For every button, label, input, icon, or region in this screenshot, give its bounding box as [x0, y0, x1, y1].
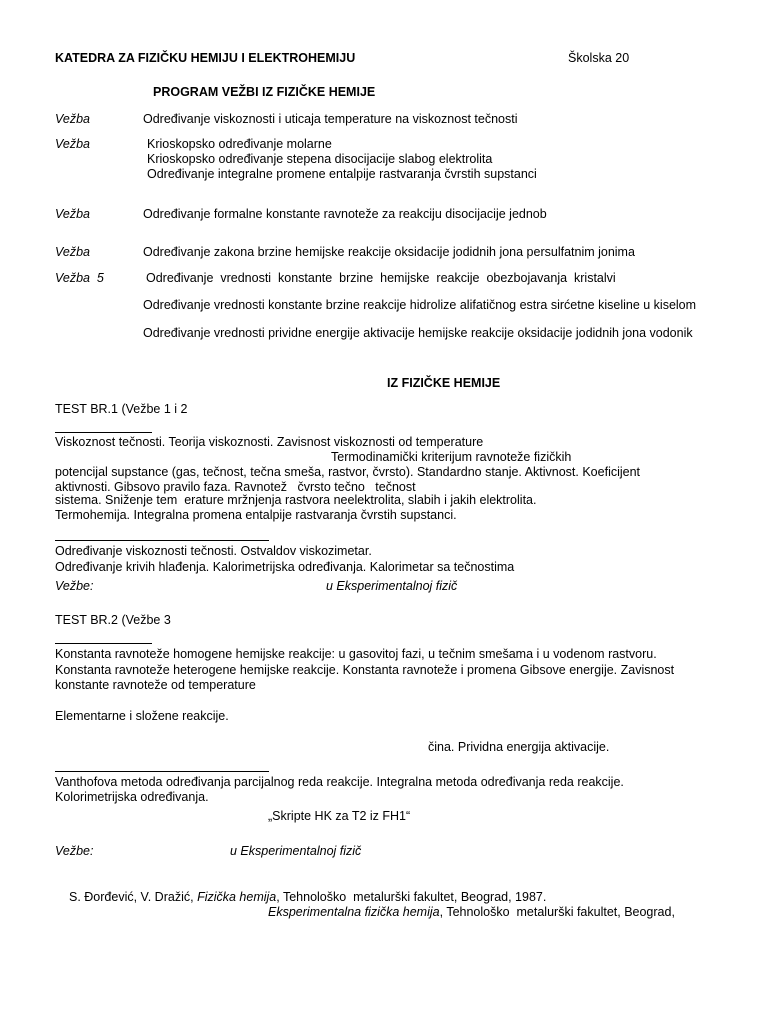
- exercise-label: Vežba: [55, 207, 90, 221]
- divider: [55, 643, 152, 644]
- test2-topic-line: Konstanta ravnoteže heterogene hemijske reakcije. Konstanta ravnoteže i promena Gibsove energije. Zavisnost: [55, 663, 675, 677]
- test1-topic-line: Viskoznost tečnosti. Teorija viskoznosti. Zavisnost viskoznosti od temperature: [55, 435, 484, 449]
- school-year: Školska 20: [568, 51, 630, 65]
- exercise-description: Određivanje integralne promene entalpije rastvaranja čvrstih supstanci: [147, 167, 537, 181]
- exercise-description-group: [147, 137, 537, 182]
- divider: [55, 432, 152, 433]
- test2-vezbe-label: Vežbe:: [55, 844, 94, 858]
- program-title: PROGRAM VEŽBI IZ FIZIČKE HEMIJE: [153, 85, 376, 99]
- reference-publisher: , Tehnološko metalurški fakultet, Beograd, 1987.: [276, 890, 547, 904]
- section-title: IZ FIZIČKE HEMIJE: [387, 376, 501, 390]
- test1-topic-line: Termodinamički kriterijum ravnoteže fizičkih: [331, 450, 572, 464]
- reference-title: Eksperimentalna fizička hemija: [268, 905, 440, 919]
- divider: [55, 771, 269, 772]
- test1-topic-line: sistema. Sniženje tem erature mržnjenja rastvora neelektrolita, slabih i jakih elektrolita.: [55, 493, 537, 507]
- test1-vezbe-label: Vežbe:: [55, 579, 94, 593]
- exercise-description: Određivanje viskoznosti i uticaja temperature na viskoznost tečnosti: [143, 112, 518, 126]
- test2-topic-line: konstante ravnoteže od temperature: [55, 678, 256, 692]
- test2-vezbe-reference: u Eksperimentalnoj fizič: [230, 844, 362, 858]
- test2-topic-line: čina. Prividna energija aktivacije.: [428, 740, 610, 754]
- exercise-description: Određivanje formalne konstante ravnoteže za reakciju disocijacije jednob: [143, 207, 547, 221]
- exercise-description: Krioskopsko određivanje stepena disocijacije slabog elektrolita: [147, 152, 493, 166]
- test1-lab-line: Određivanje krivih hlađenja. Kalorimetrijska određivanja. Kalorimetar sa tečnostima: [55, 560, 515, 574]
- divider: [55, 540, 269, 541]
- exercise-description: Određivanje vrednosti prividne energije aktivacije hemijske reakcije oksidacije jodidnih jona vodonik: [143, 326, 693, 340]
- department-heading: KATEDRA ZA FIZIČKU HEMIJU I ELEKTROHEMIJU: [55, 51, 356, 65]
- test2-method-line: „Skripte HK za T2 iz FH1“: [268, 809, 411, 823]
- test1-topic-line: aktivnosti. Gibsovo pravilo faza. Ravnotež čvrsto tečno tečnost: [55, 480, 416, 494]
- exercise-label: Vežba: [55, 112, 90, 126]
- test2-topic-line: Elementarne i složene reakcije.: [55, 709, 229, 723]
- test2-title: TEST BR.2 (Vežbe 3: [55, 613, 171, 627]
- exercise-label: Vežba: [55, 245, 90, 259]
- test2-method-line: Vanthofova metoda određivanja parcijalnog reda reakcije. Integralna metoda određivanja reda reakcije.: [55, 775, 624, 789]
- reference-1: [69, 890, 546, 905]
- test1-title: TEST BR.1 (Vežbe 1 i 2: [55, 402, 188, 416]
- reference-publisher: , Tehnološko metalurški fakultet, Beograd,: [439, 905, 675, 919]
- test1-topic-line: Termohemija. Integralna promena entalpije rastvaranja čvrstih supstanci.: [55, 508, 457, 522]
- exercise-label: Vežba: [55, 137, 90, 151]
- exercise-description: Određivanje vrednosti konstante brzine reakcije hidrolize alifatičnog estra sirćetne kiseline u kiselom: [143, 298, 697, 312]
- test1-topic-line: potencijal supstance (gas, tečnost, tečna smeša, rastvor, čvrsto). Standardno stanje. Aktivnost. Koeficijent: [55, 465, 641, 479]
- test1-vezbe-reference: u Eksperimentalnoj fizič: [326, 579, 458, 593]
- test2-method-line: Kolorimetrijska određivanja.: [55, 790, 209, 804]
- reference-2: [268, 905, 675, 920]
- exercise-label: Vežba 5: [55, 271, 104, 285]
- reference-title: Fizička hemija: [197, 890, 277, 904]
- exercise-description: Krioskopsko određivanje molarne: [147, 137, 332, 151]
- exercise-description: Određivanje zakona brzine hemijske reakcije oksidacije jodidnih jona persulfatnim jonima: [143, 245, 635, 259]
- reference-authors: S. Đorđević, V. Dražić,: [69, 890, 198, 904]
- test1-lab-line: Određivanje viskoznosti tečnosti. Ostvaldov viskozimetar.: [55, 544, 372, 558]
- exercise-description: Određivanje vrednosti konstante brzine hemijske reakcije obezbojavanja kristalvi: [146, 271, 616, 285]
- test2-topic-line: Konstanta ravnoteže homogene hemijske reakcije: u gasovitoj fazi, u tečnim smešama i u vodenom rastvoru.: [55, 647, 657, 661]
